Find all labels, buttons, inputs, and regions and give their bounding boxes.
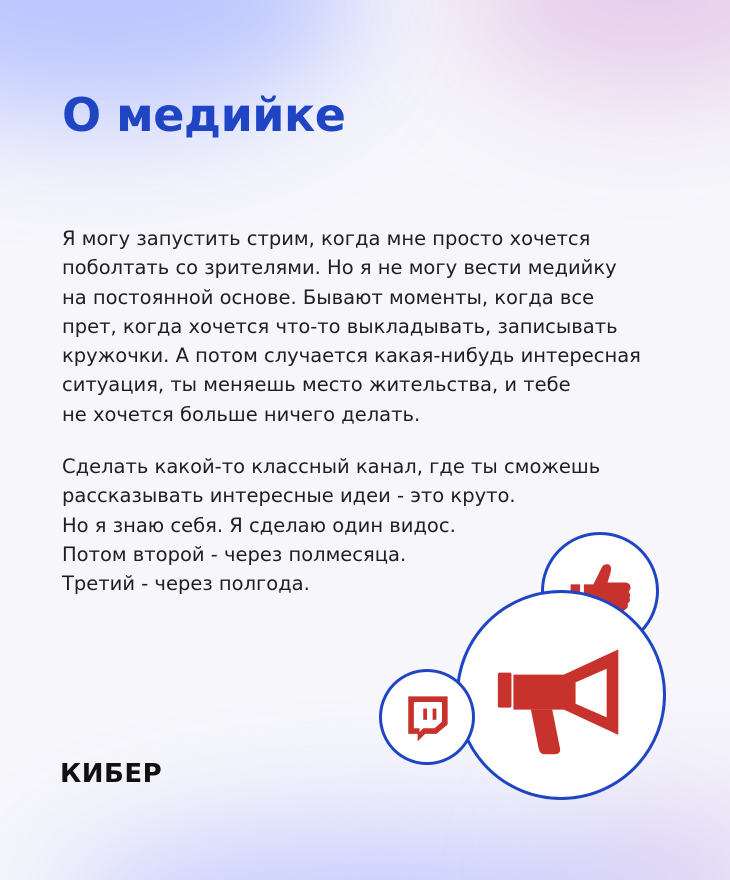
megaphone-badge <box>456 590 666 800</box>
kiber-logo <box>60 755 172 789</box>
page-title: О медийке <box>62 88 346 142</box>
twitch-icon <box>382 672 472 762</box>
paragraph-2: Сделать какой-то классный канал, где ты сможешь рассказывать интересные идеи - это круто. Но я знаю себя. Я сделаю один видос. Потом второй - через полмесяца. Третий - через полгода. <box>62 455 601 596</box>
gradient-blob <box>560 800 730 880</box>
twitch-badge <box>379 669 475 765</box>
megaphone-icon <box>459 593 663 797</box>
paragraph-1: Я могу запустить стрим, когда мне просто хочется поболтать со зрителями. Но я не могу вести медийку на постоянной основе. Бывают моменты, когда все прет, когда хочется что-то выкладывать, записывать кружочки. А потом случается какая-нибудь интересная ситуация, ты меняешь место жительства, и тебе не хочется больше ничего делать. <box>62 227 641 426</box>
svg-text:КИБЕР: КИБЕР <box>60 759 163 789</box>
gradient-blob <box>460 0 730 90</box>
